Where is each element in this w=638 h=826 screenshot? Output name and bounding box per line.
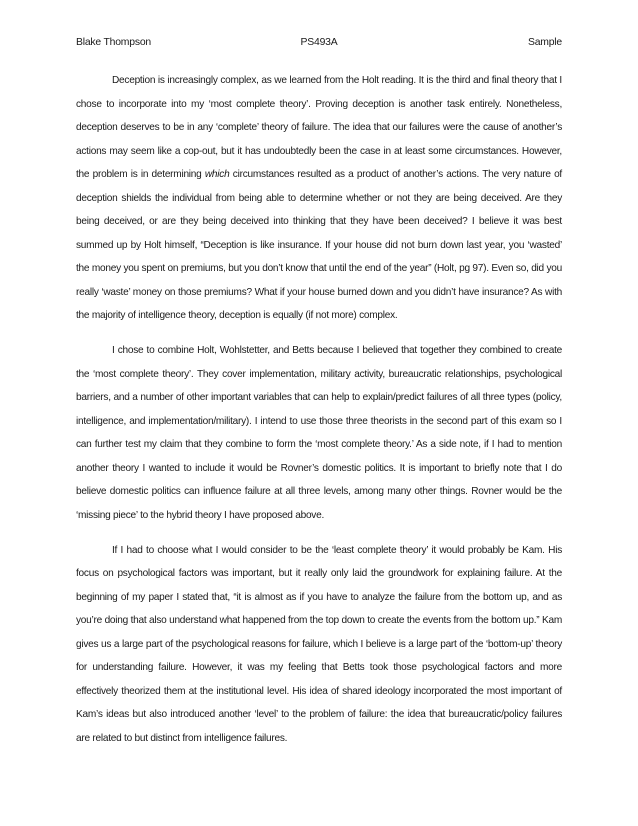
paragraph-1-italic: which: [204, 169, 230, 180]
paragraph-1-text-b: circumstances resulted as a product of another’s actions. The very nature of deception shields the individual from being able to determine whether or not they are being deceived. Are they being deceived, or are they being deceived into thinking that they have been deceived? I believe it was best summed up by Holt himself, “Deception is like insurance. If your house did not burn down last year, you ‘wasted’ the money you spent on premiums, but you don’t know that until the end of the year” (Holt, pg 97). Even so, did you really ‘waste’ money on those premiums? What if your house burned down and you didn’t have insurance? As with the majority of intelligence theory, deception is equally (if not more) complex.: [76, 169, 562, 321]
page-header: [76, 37, 562, 53]
paragraph-least-complete: If I had to choose what I would consider to be the ‘least complete theory’ it would probably be Kam. His focus on psychological factors was important, but it really only laid the groundwork for explaining failure. At the beginning of my paper I stated that, “it is almost as if you have to analyze the failure from the bottom up, and as you’re doing that also understand what happened from the top down to create the events from the bottom up.” Kam gives us a large part of the psychological reasons for failure, which I believe is a large part of the ‘bottom-up’ theory for understanding failure. However, it was my feeling that Betts took those psychological factors and more effectively theorized them at the institutional level. His idea of shared ideology incorporated the most important of Kam’s ideas but also introduced another ‘level’ to the problem of failure: the idea that bureaucratic/policy failures are related to but distinct from intelligence failures.: [76, 544, 562, 744]
paragraph-1-text-a: Deception is increasingly complex, as we learned from the Holt reading. It is the third and final theory that I chose to incorporate into my ‘most complete theory’. Proving deception is another task entirely. Nonetheless, deception deserves to be in any ‘complete’ theory of failure. The idea that our failures were the cause of another’s actions may seem like a cop-out, but it has undoubtedly been the case in at least some circumstances. However, the problem is in determining: [76, 75, 562, 180]
header-course: PS493A: [300, 37, 338, 48]
paragraph-deception: [76, 69, 562, 328]
header-label: Sample: [527, 37, 562, 48]
paragraph-combined-theory: I chose to combine Holt, Wohlstetter, and Betts because I believed that together they combined to create the ‘most complete theory’. They cover implementation, military activity, bureaucratic relationships, psychological barriers, and a number of other important variables that can help to explain/predict failures of all three types (policy, intelligence, and implementation/military). I intend to use those three theorists in the second part of this exam so I can further test my claim that they combine to form the ‘most complete theory.’ As a side note, if I had to mention another theory I wanted to include it would be Rovner’s domestic politics. It is important to briefly note that I do believe domestic politics can influence failure at all three levels, among many other things. Rovner would be the ‘missing piece’ to the hybrid theory I have proposed above.: [76, 345, 562, 521]
header-author: Blake Thompson: [76, 37, 151, 48]
document-body: [76, 69, 562, 750]
